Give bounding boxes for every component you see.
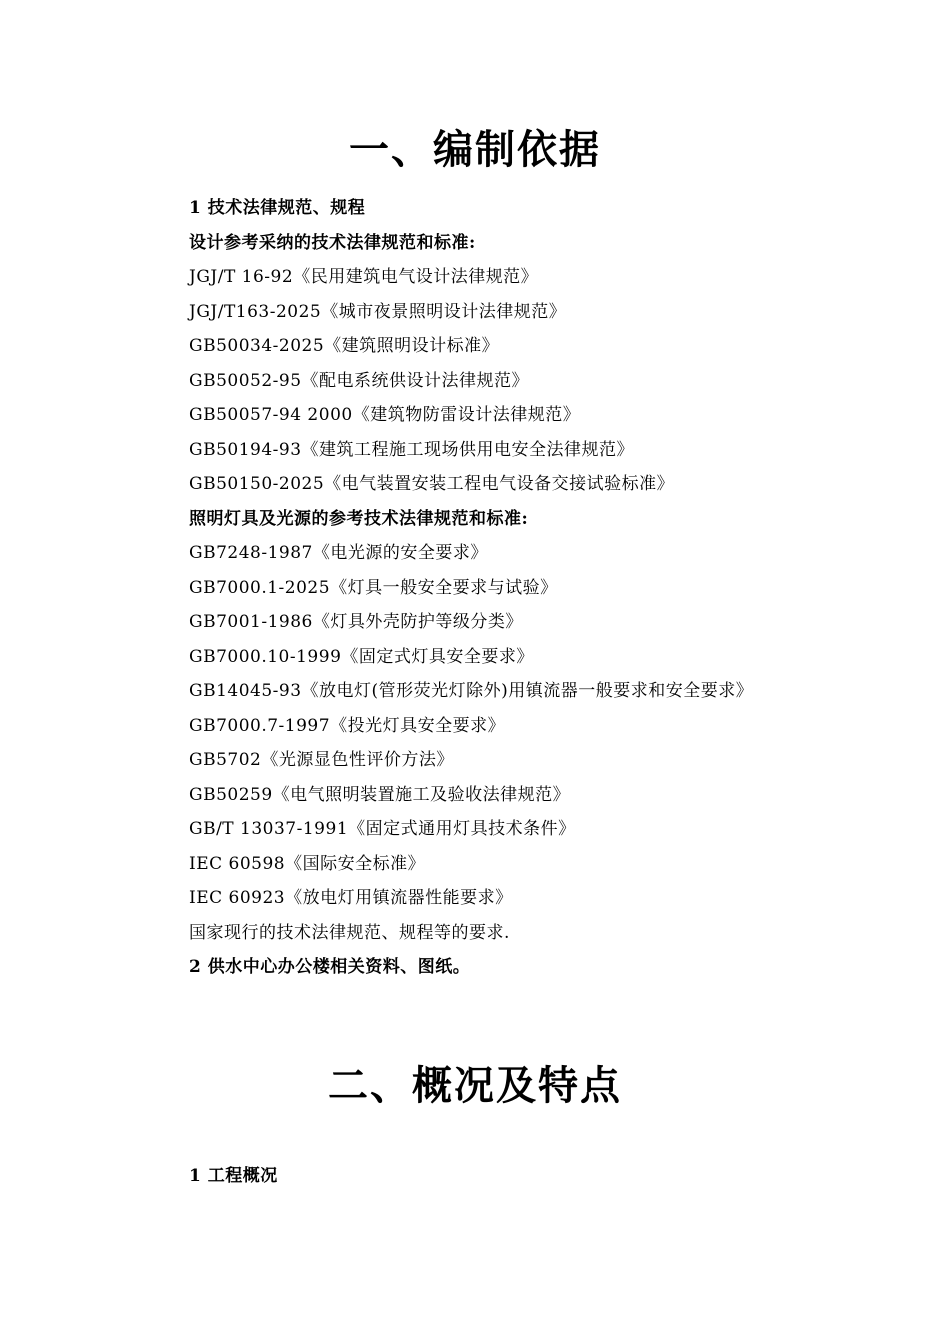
- section-heading-line: 1 技术法律规范、规程: [189, 198, 366, 218]
- standard-reference-line: GB/T 13037-1991《固定式通用灯具技术条件》: [189, 819, 576, 839]
- standard-reference-line: GB50259《电气照明装置施工及验收法律规范》: [189, 784, 571, 805]
- standard-reference-line: 国家现行的技术法律规范、规程等的要求.: [189, 922, 510, 943]
- standard-reference-line: GB50034-2025《建筑照明设计标准》: [189, 336, 500, 356]
- standard-reference-line: GB50194-93《建筑工程施工现场供用电安全法律规范》: [189, 439, 635, 460]
- standard-reference-line: GB7248-1987《电光源的安全要求》: [189, 543, 488, 563]
- section-heading-line: 设计参考采纳的技术法律规范和标准:: [189, 232, 476, 253]
- standard-reference-line: GB50057-94 2000《建筑物防雷设计法律规范》: [189, 405, 581, 425]
- standard-reference-line: GB14045-93《放电灯(管形荧光灯除外)用镇流器一般要求和安全要求》: [189, 681, 754, 701]
- section-2-subheading: 1 工程概况: [189, 1166, 278, 1186]
- section-2-title: 二、概况及特点: [328, 1062, 622, 1109]
- standard-reference-line: IEC 60598《国际安全标准》: [189, 853, 426, 874]
- standard-reference-line: GB50052-95《配电系统供设计法律规范》: [189, 370, 530, 391]
- standard-reference-line: GB7000.1-2025《灯具一般安全要求与试验》: [189, 577, 558, 598]
- standard-reference-line: GB7000.10-1999《固定式灯具安全要求》: [189, 646, 534, 667]
- standard-reference-line: IEC 60923《放电灯用镇流器性能要求》: [189, 888, 513, 908]
- section-heading-line: 2 供水中心办公楼相关资料、图纸。: [189, 957, 471, 977]
- section-1-title: 一、编制依据: [349, 126, 601, 173]
- standard-reference-line: GB50150-2025《电气装置安装工程电气设备交接试验标准》: [189, 474, 675, 494]
- standard-reference-line: JGJ/T 16-92《民用建筑电气设计法律规范》: [189, 267, 539, 287]
- section-heading-line: 照明灯具及光源的参考技术法律规范和标准:: [189, 508, 529, 529]
- standard-reference-line: GB7001-1986《灯具外壳防护等级分类》: [189, 612, 523, 632]
- section-1-body: [189, 195, 889, 989]
- standard-reference-line: GB7000.7-1997《投光灯具安全要求》: [189, 715, 506, 736]
- standard-reference-line: GB5702《光源显色性评价方法》: [189, 750, 454, 770]
- standard-reference-line: JGJ/T163-2025《城市夜景照明设计法律规范》: [189, 301, 567, 322]
